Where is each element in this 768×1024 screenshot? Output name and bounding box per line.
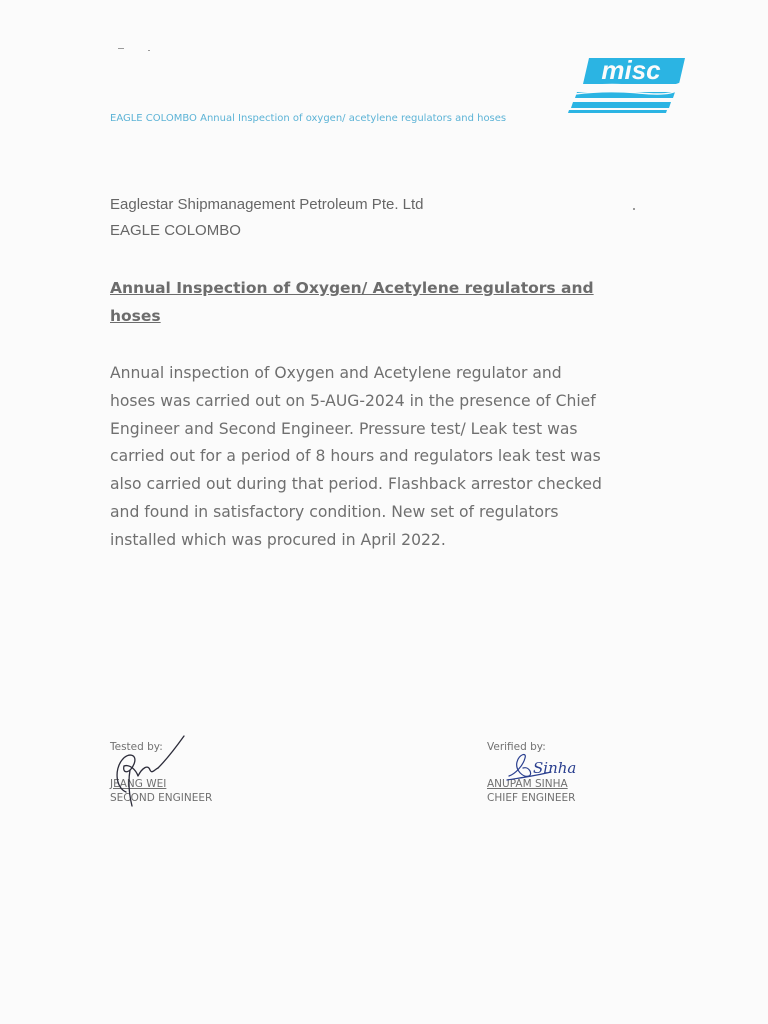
- misc-logo: [567, 52, 687, 114]
- tested-by-signature: [108, 730, 193, 810]
- scan-speck: [633, 208, 635, 210]
- tested-by-title: SECOND ENGINEER: [110, 792, 213, 804]
- verified-by-title: CHIEF ENGINEER: [487, 792, 576, 804]
- scan-speck: [148, 50, 150, 51]
- recipient-block: [110, 192, 424, 244]
- company-name: Eaglestar Shipmanagement Petroleum Pte. Ltd: [110, 196, 424, 213]
- svg-text:Sinha: Sinha: [533, 759, 577, 777]
- body-paragraph: Annual inspection of Oxygen and Acetylene regulator and hoses was carried out on 5-AUG-2024 in the presence of Chief Engineer and Second Engineer. Pressure test/ Leak test was carried out for a period of 8 hours and regulators leak test was also carried out during that period. Flashback arrestor checked and found in satisfactory condition. New set of regulators installed which was procured in April 2022.: [110, 364, 602, 549]
- svg-text:misc: misc: [601, 55, 661, 85]
- verified-by-name: ANUPAM SINHA: [487, 777, 568, 790]
- document-reference: EAGLE COLOMBO Annual Inspection of oxygen/ acetylene regulators and hoses: [110, 113, 507, 124]
- tested-by-label: Tested by:: [110, 741, 163, 753]
- vessel-name: EAGLE COLOMBO: [110, 222, 241, 239]
- verified-by-label: Verified by:: [487, 741, 546, 753]
- tested-by-name: JEANG WEI: [110, 777, 167, 790]
- verified-by-signature: [505, 752, 585, 788]
- subject-heading: Annual Inspection of Oxygen/ Acetylene regulators and hoses: [110, 279, 594, 325]
- scan-speck: [118, 48, 124, 49]
